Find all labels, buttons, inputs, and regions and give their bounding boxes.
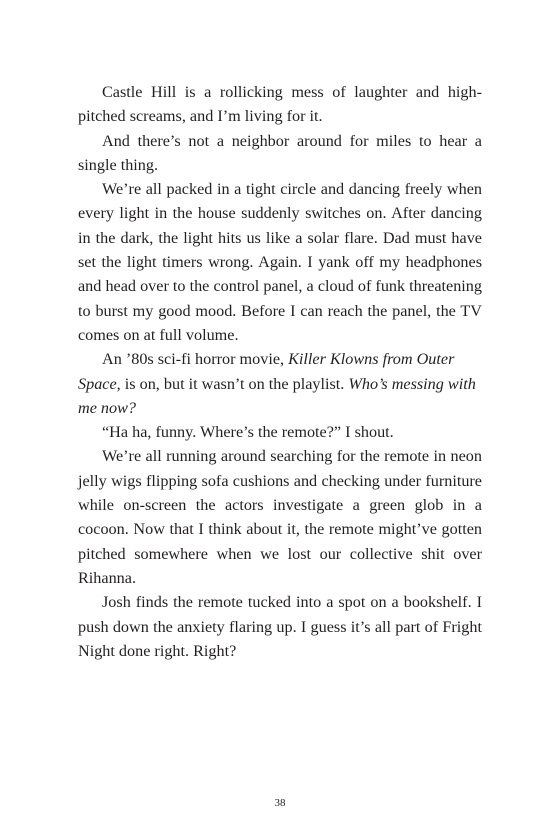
paragraph: [78, 590, 482, 663]
text-run: We’re all packed in a tight circle and dancing freely when every light in the house suddenly switches on. After dancing in the dark, the light hits us like a solar flare. Dad must have set the light timers wrong. Again. I yank off my headphones and head over to the control panel, a cloud of funk threatening to burst my good mood. Before I can reach the panel, the TV comes on at full volume.: [78, 180, 482, 344]
paragraph: [78, 80, 482, 129]
paragraph: [78, 347, 482, 420]
text-run: Castle Hill is a rollicking mess of laughter and high-pitched screams, and I’m living for it.: [78, 83, 482, 126]
paragraph: [78, 129, 482, 178]
text-run: And there’s not a neighbor around for miles to hear a single thing.: [78, 131, 482, 174]
paragraph: [78, 177, 482, 347]
text-run: “Ha ha, funny. Where’s the remote?” I shout.: [102, 423, 394, 442]
page-number: 38: [274, 797, 286, 809]
inner-thought-italic: Who’s messing with me now?: [78, 374, 476, 417]
text-run: is on, but it wasn’t on the playlist.: [120, 374, 349, 393]
paragraph: [78, 444, 482, 590]
text-run: An ’80s sci-fi horror movie,: [102, 350, 289, 369]
paragraph: [78, 420, 482, 444]
text-run: We’re all running around searching for the remote in neon jelly wigs flipping sofa cushions and checking under furniture while on-screen the actors investigate a green glob in a cocoon. Now that I think about it, the remote might’ve gotten pitched somewhere when we lost our collective shit over Rihanna.: [78, 447, 482, 587]
movie-title-italic: Killer Klowns from Outer Space,: [78, 350, 455, 393]
page-body: [78, 80, 482, 663]
text-run: Josh finds the remote tucked into a spot on a bookshelf. I push down the anxiety flaring up. I guess it’s all part of Fright Night done right. Right?: [78, 593, 482, 660]
